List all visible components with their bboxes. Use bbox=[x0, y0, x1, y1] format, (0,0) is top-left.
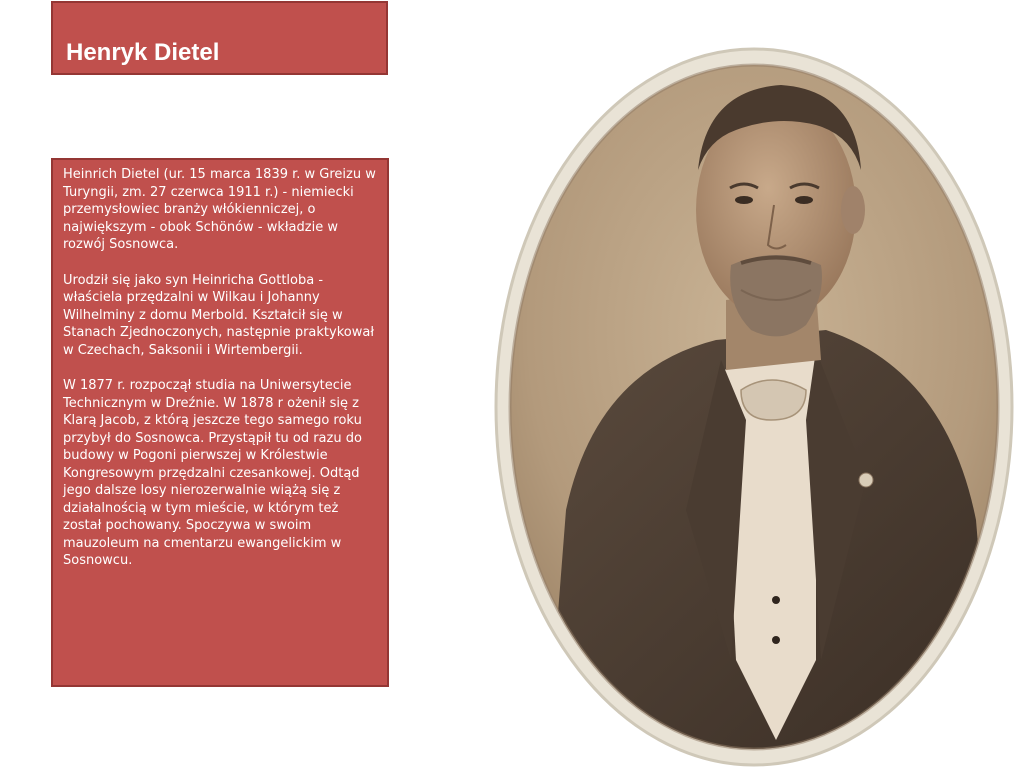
paragraph-3: W 1877 r. rozpoczął studia na Uniwersytecie Technicznym w Dreźnie. W 1878 r ożenił się z Klarą Jacob, z którą jeszcze tego samego roku przybył do Sosnowca. Przystąpił tu od razu do budowy w Pogoni pierwszej w Królestwie Kongresowym przędzalni czesankowej. Odtąd jego dalsze losy nierozerwalnie wiążą się z działalnością w tym mieście, w którym też został pochowany. Spoczywa w swoim mauzoleum na cmentarzu ewangelickim w Sosnowcu. bbox=[63, 378, 362, 568]
paragraph-2: Urodził się jako syn Heinricha Gottloba - właściela przędzalni w Wilkau i Johanny Wilhelminy z domu Merbold. Kształcił się w Stanach Zjednoczonych, następnie praktykował w Czechach, Saksonii i Wirtembergii. bbox=[63, 272, 375, 358]
paragraph-1: Heinrich Dietel (ur. 15 marca 1839 r. w Greizu w Turyngii, zm. 27 czerwca 1911 r.) - niemiecki przemysłowiec branży włókienniczej, o największym - obok Schönów - wkładzie w rozwój Sosnowca. bbox=[63, 167, 376, 252]
slide-title: Henryk Dietel bbox=[66, 39, 220, 66]
title-box bbox=[51, 1, 388, 75]
content-box bbox=[51, 158, 389, 687]
portrait-photo bbox=[486, 40, 1024, 768]
